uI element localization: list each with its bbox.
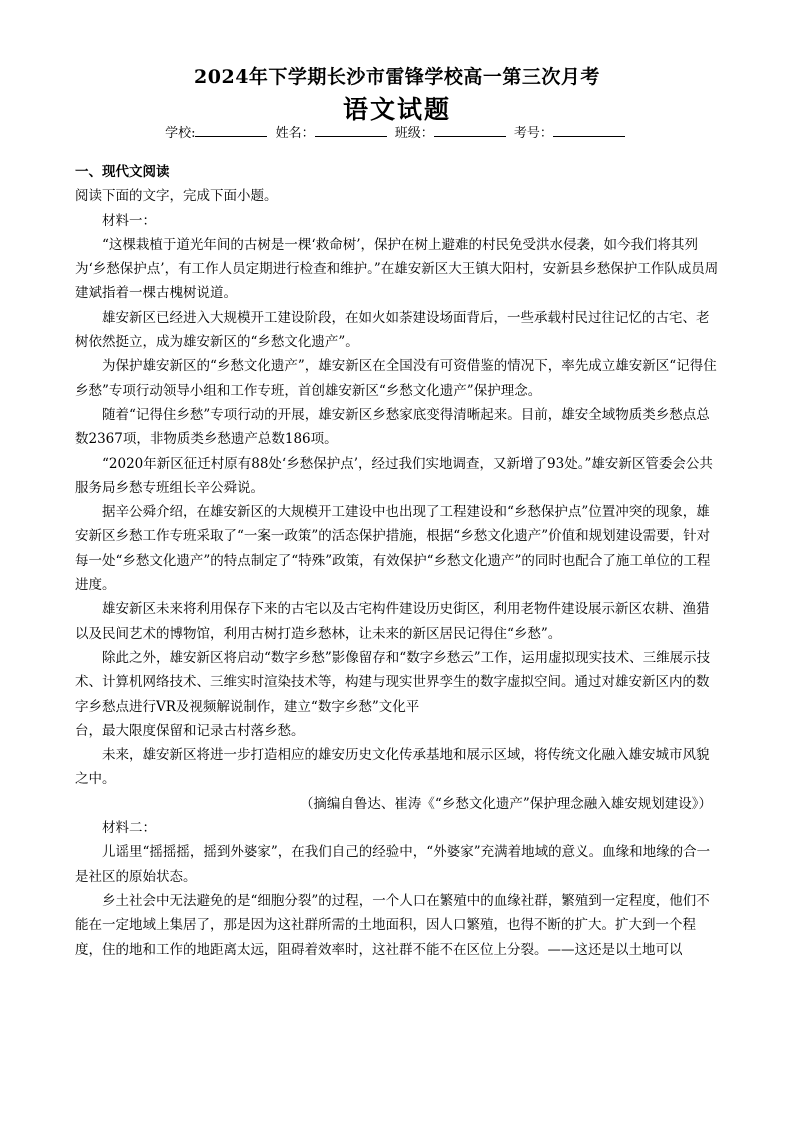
section-instruction: 阅读下面的文字，完成下面小题。 [75, 188, 278, 205]
material-1-paragraph: 为保护雄安新区的“乡愁文化遗产”，雄安新区在全国没有可资借鉴的情况下，率先成立雄安新区“记得住乡愁”专项行动领导小组和工作专班，首创雄安新区“乡愁文化遗产”保护理念。 [75, 358, 717, 399]
material-2-paragraph: 乡土社会中无法避免的是“细胞分裂”的过程，一个人口在繁殖中的血缘社群，繁殖到一定程度，他们不能在一定地域上集居了，那是因为这社群所需的土地面积，因人口繁殖，也得不断的扩大。扩大到一个程度，住的地和工作的地距离太远，阻碍着效率时，这社群不能不在区位上分裂。——这还是以土地可以 [75, 892, 710, 958]
material-1-paragraph: 除此之外，雄安新区将启动“数字乡愁”影像留存和“数字乡愁云”工作，运用虚拟现实技术、三维展示技术、计算机网络技术、三维实时渲染技术等，构建与现实世界孪生的数字虚拟空间。通过对雄安新区内的数字乡愁点进行VR及视频解说制作，建立“数字乡愁”文化平 [75, 649, 711, 715]
material-1-paragraph: 未来，雄安新区将进一步打造相应的雄安历史文化传承基地和展示区域，将传统文化融入雄安城市风貌之中。 [75, 747, 710, 788]
material-1-source: （摘编自鲁达、崔涛《“乡愁文化遗产”保护理念融入雄安规划建设》） [299, 795, 712, 812]
material-1-paragraph: 雄安新区已经进入大规模开工建设阶段，在如火如荼建设场面背后，一些承载村民过往记忆的古宅、老树依然挺立，成为雄安新区的“乡愁文化遗产”。 [75, 309, 710, 351]
material-1-paragraph: 台，最大限度保留和记录古村落乡愁。 [75, 722, 305, 739]
school-label: 学校: [165, 126, 196, 141]
class-label: 班级： [394, 126, 434, 141]
material-1-paragraph: “这棵栽植于道光年间的古树是一棵‘救命树’，保护在树上避难的村民免受洪水侵袭，如今我们将其列为‘乡愁保护点’，有工作人员定期进行检查和维护。”在雄安新区大王镇大阳村，安新县乡愁保护工作队成员周建斌指着一棵古槐树说道。 [75, 236, 719, 302]
material-1-label: 材料一： [102, 212, 156, 229]
exam-number-blank [553, 124, 625, 137]
material-1-paragraph: 雄安新区未来将利用保存下来的古宅以及古宅构件建设历史街区，利用老物件建设展示新区农耕、渔猎以及民间艺术的博物馆，利用古树打造乡愁林，让未来的新区居民记得住“乡愁”。 [75, 601, 710, 642]
reading-content [75, 160, 720, 962]
school-blank [195, 124, 267, 137]
material-1-paragraph: 随着“记得住乡愁”专项行动的开展，雄安新区乡愁家底变得清晰起来。目前，雄安全域物质类乡愁点总数2367项，非物质类乡愁遗产总数186项。 [75, 406, 710, 448]
name-blank [315, 124, 387, 137]
subject-title: 语文试题 [342, 95, 451, 124]
student-info-line [0, 122, 794, 141]
material-1-paragraph: 据辛公舜介绍，在雄安新区的大规模开工建设中也出现了工程建设和“乡愁保护点”位置冲突的现象，雄安新区乡愁工作专班采取了“一案一政策”的活态保护措施，根据“乡愁文化遗产”价值和规划建设需要，针对每一处“乡愁文化遗产”的特点制定了“特殊”政策，有效保护“乡愁文化遗产”的同时也配合了施工单位的工程进度。 [75, 504, 711, 594]
material-2-label: 材料二： [102, 820, 156, 837]
name-label: 姓名： [275, 126, 315, 141]
material-1-paragraph: “2020年新区征迁村原有88处‘乡愁保护点’，经过我们实地调查，又新增了93处。”雄安新区管委会公共服务局乡愁专班组长辛公舜说。 [75, 455, 713, 496]
material-2-paragraph: 儿谣里“摇摇摇，摇到外婆家”，在我们自己的经验中，“外婆家”充满着地域的意义。血缘和地缘的合一是社区的原始状态。 [75, 844, 711, 885]
class-blank [434, 124, 506, 137]
exam-title: 2024年下学期长沙市雷锋学校高一第三次月考 [194, 66, 600, 88]
exam-number-label: 考号： [513, 126, 553, 141]
section-heading: 一、现代文阅读 [75, 164, 170, 180]
